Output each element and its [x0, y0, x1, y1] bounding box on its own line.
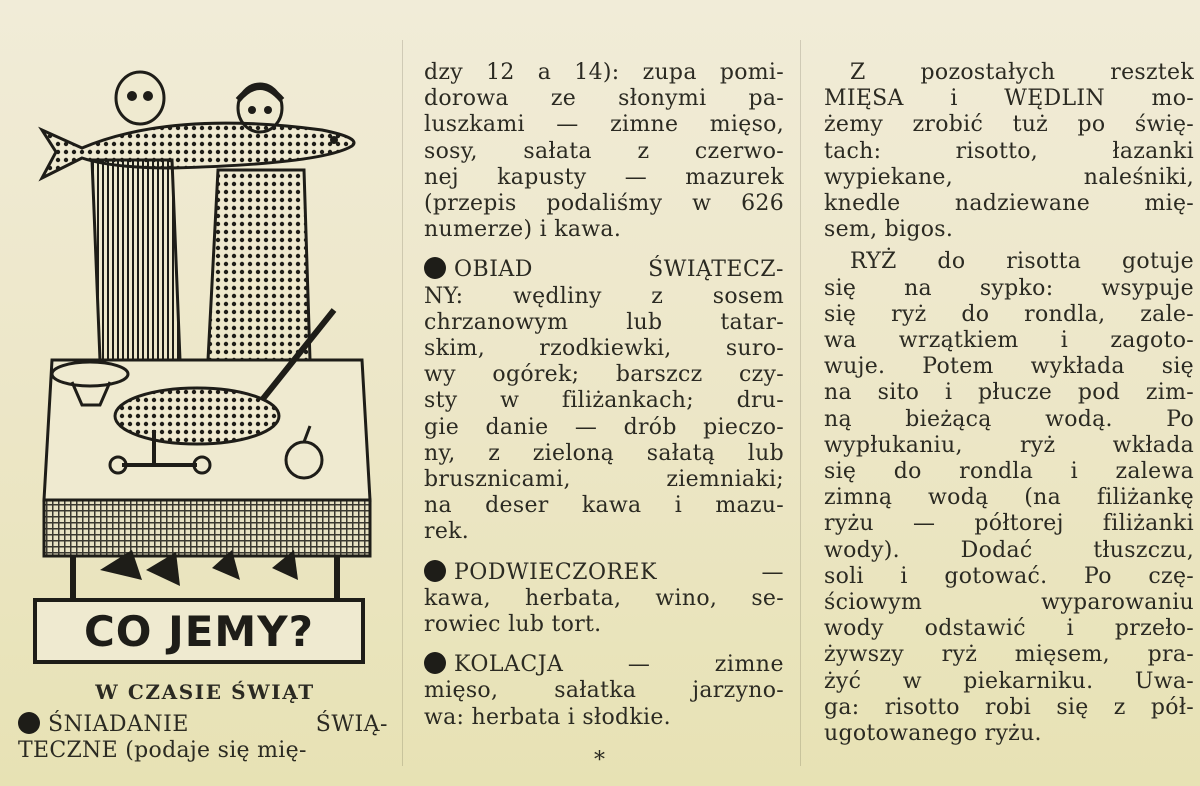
illustration-fish-couple-table	[22, 60, 382, 600]
text-line: sosy, sałata z czerwo-	[424, 138, 784, 164]
text-line: wypłukaniu, ryż wkłada	[824, 432, 1194, 458]
text-line: ną bieżącą wodą. Po	[824, 406, 1194, 432]
text-line: tach: risotto, łazanki	[824, 138, 1194, 164]
bullet-icon	[424, 257, 446, 279]
text-line: ga: risotto robi się z pół-	[824, 694, 1194, 720]
text-line: skim, rzodkiewki, suro-	[424, 336, 784, 362]
text-line: dorowa ze słonymi pa-	[424, 86, 784, 112]
text-line: się do rondla i zalewa	[824, 459, 1194, 485]
bullet-icon	[424, 652, 446, 674]
text-line: wa: herbata i słodkie.	[424, 704, 671, 730]
text-line: wypiekane, naleśniki,	[824, 164, 1194, 190]
text-line: żywszy ryż mięsem, pra-	[824, 642, 1194, 668]
text-line: ryżu — półtorej filiżanki	[824, 511, 1194, 537]
paragraph-breakfast-cont	[424, 60, 784, 243]
star-separator: *	[594, 748, 605, 773]
text-line: wody). Dodać tłuszczu,	[824, 537, 1194, 563]
text-line: KOLACJA — zimne	[454, 652, 784, 678]
column-3	[812, 0, 1194, 786]
text-line: kawa, herbata, wino, se-	[424, 585, 784, 611]
paragraph-rice-recipe	[824, 249, 1194, 747]
text-line: OBIAD ŚWIĄTECZ-	[454, 257, 784, 283]
text-line: Z pozostałych resztek	[850, 60, 1194, 85]
column-divider	[402, 40, 403, 766]
text-line: wuje. Potem wykłada się	[824, 354, 1194, 380]
text-line: ściowym wyparowaniu	[824, 590, 1194, 616]
text-line: się na sypko: wsypuje	[824, 275, 1194, 301]
text-line: wody odstawić i przeło-	[824, 616, 1194, 642]
text-line: NY: wędliny z sosem	[424, 283, 784, 309]
section-heading: W CZASIE ŚWIĄT	[95, 680, 315, 704]
bullet-icon	[18, 712, 40, 734]
text-line: ugotowanego ryżu.	[824, 721, 1042, 747]
text-line: knedle nadziewane mię-	[824, 191, 1194, 217]
text-line: chrzanowym lub tatar-	[424, 309, 784, 335]
text-line: wa wrzątkiem i zagoto-	[824, 328, 1194, 354]
paragraph-leftovers	[824, 60, 1194, 243]
text-line: brusznicami, ziemniaki;	[424, 467, 784, 493]
text-line: zimną wodą (na filiżankę	[824, 485, 1194, 511]
text-line: RYŻ do risotta gotuje	[850, 249, 1194, 275]
text-line: TECZNE (podaje się mię-	[18, 738, 307, 764]
column-divider	[800, 40, 801, 766]
text-line: sem, bigos.	[824, 217, 954, 243]
col1-paragraph	[18, 712, 388, 764]
text-line: sty w filiżankach; dru-	[424, 388, 784, 414]
text-line: soli i gotować. Po czę-	[824, 563, 1194, 589]
section-badge: CO JEMY?	[33, 598, 365, 664]
text-line: mięso, sałatka jarzyno-	[424, 678, 784, 704]
text-line: (przepis podaliśmy w 626	[424, 191, 784, 217]
paragraph-afternoon	[424, 560, 784, 639]
text-line: żemy zrobić tuż po świę-	[824, 112, 1194, 138]
text-line: na deser kawa i mazu-	[424, 493, 784, 519]
text-line: PODWIECZOREK —	[454, 559, 784, 585]
text-line: MIĘSA i WĘDLIN mo-	[824, 86, 1194, 112]
bullet-icon	[424, 560, 446, 582]
text-line: rowiec lub tort.	[424, 612, 602, 638]
paragraph-supper	[424, 652, 784, 731]
text-line: dzy 12 a 14): zupa pomi-	[424, 60, 784, 85]
text-line: numerze) i kawa.	[424, 217, 622, 243]
paragraph-dinner	[424, 257, 784, 545]
text-line: się ryż do rondla, zale-	[824, 301, 1194, 327]
text-line: luszkami — zimne mięso,	[424, 112, 784, 138]
text-line: nej kapusty — mazurek	[424, 164, 784, 190]
text-line: rek.	[424, 519, 470, 545]
text-line: żyć w piekarniku. Uwa-	[824, 668, 1194, 694]
text-line: wy ogórek; barszcz czy-	[424, 362, 784, 388]
text-line: ŚNIADANIE ŚWIĄ-	[48, 712, 388, 737]
text-line: ny, z zieloną sałatą lub	[424, 440, 784, 466]
column-2	[412, 0, 790, 786]
column-1	[0, 0, 390, 786]
text-line: na sito i płucze pod zim-	[824, 380, 1194, 406]
text-line: gie danie — drób pieczo-	[424, 414, 784, 440]
